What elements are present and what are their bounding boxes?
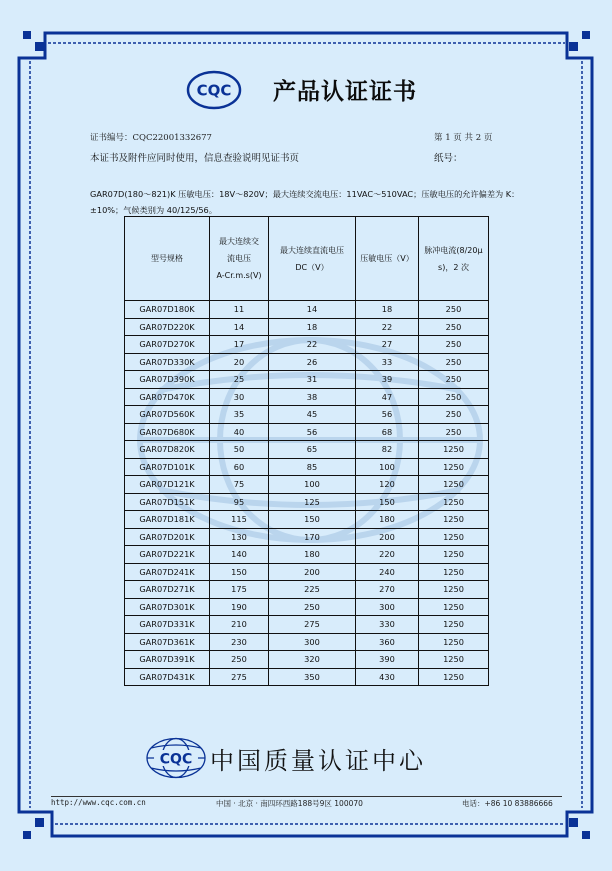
cell-model: GAR07D820K [125,441,210,459]
cell-model: GAR07D180K [125,301,210,319]
corner-square [35,818,44,827]
cell-dc-voltage: 200 [269,563,356,581]
corner-square [23,831,31,839]
cell-model: GAR07D271K [125,581,210,599]
cell-ac-voltage: 210 [210,616,269,634]
cell-dc-voltage: 125 [269,493,356,511]
paper-number-label: 纸号： [434,153,463,164]
address: 中国 · 北京 · 南四环西路188号9区 100070 [216,799,363,808]
cell-ac-voltage: 14 [210,318,269,336]
cell-model: GAR07D301K [125,598,210,616]
cell-model: GAR07D361K [125,633,210,651]
cell-dc-voltage: 300 [269,633,356,651]
cell-model: GAR07D560K [125,406,210,424]
table-row [125,476,489,494]
cell-pulse-current: 1250 [419,563,489,581]
page-info: 第 1 页 共 2 页 [434,133,493,143]
cell-model: GAR07D331K [125,616,210,634]
cell-pulse-current: 250 [419,301,489,319]
table-row [125,388,489,406]
corner-square [569,818,578,827]
corner-square [569,42,578,51]
cell-varistor-voltage: 180 [356,511,419,529]
cell-dc-voltage: 22 [269,336,356,354]
cell-pulse-current: 250 [419,353,489,371]
cell-pulse-current: 1250 [419,616,489,634]
cell-varistor-voltage: 330 [356,616,419,634]
header-line: 最大连续交 [219,237,259,246]
cell-ac-voltage: 250 [210,651,269,669]
cell-model: GAR07D391K [125,651,210,669]
cell-pulse-current: 1250 [419,651,489,669]
table-row [125,406,489,424]
cell-dc-voltage: 275 [269,616,356,634]
cell-model: GAR07D330K [125,353,210,371]
table-row [125,528,489,546]
cell-ac-voltage: 25 [210,371,269,389]
cell-ac-voltage: 95 [210,493,269,511]
header-line: 型号规格 [151,254,183,263]
cell-varistor-voltage: 33 [356,353,419,371]
cell-model: GAR07D390K [125,371,210,389]
header-line: 压敏电压（V） [360,254,414,263]
cell-dc-voltage: 350 [269,668,356,686]
table-row [125,581,489,599]
cell-pulse-current: 250 [419,423,489,441]
corner-square [582,831,590,839]
cell-varistor-voltage: 390 [356,651,419,669]
cell-ac-voltage: 175 [210,581,269,599]
cell-model: GAR07D181K [125,511,210,529]
cqc-globe-logo [145,737,207,779]
table-row [125,441,489,459]
cell-dc-voltage: 250 [269,598,356,616]
table-row [125,458,489,476]
cell-model: GAR07D221K [125,546,210,564]
cell-varistor-voltage: 270 [356,581,419,599]
cqc-logo-text: CQC [196,81,232,100]
cell-dc-voltage: 320 [269,651,356,669]
table-row [125,423,489,441]
cell-model: GAR07D101K [125,458,210,476]
cell-ac-voltage: 20 [210,353,269,371]
cell-ac-voltage: 190 [210,598,269,616]
cell-ac-voltage: 150 [210,563,269,581]
cell-pulse-current: 250 [419,336,489,354]
cell-ac-voltage: 17 [210,336,269,354]
cell-model: GAR07D431K [125,668,210,686]
cell-dc-voltage: 31 [269,371,356,389]
cell-varistor-voltage: 430 [356,668,419,686]
cell-ac-voltage: 40 [210,423,269,441]
cell-model: GAR07D201K [125,528,210,546]
table-row [125,371,489,389]
spec-table-body [125,301,489,686]
cell-ac-voltage: 130 [210,528,269,546]
cell-model: GAR07D151K [125,493,210,511]
cell-pulse-current: 250 [419,318,489,336]
table-row [125,301,489,319]
cqc-logo [186,70,242,110]
cell-model: GAR07D470K [125,388,210,406]
cell-dc-voltage: 18 [269,318,356,336]
cell-dc-voltage: 180 [269,546,356,564]
cell-pulse-current: 250 [419,388,489,406]
table-row [125,563,489,581]
table-header-row [125,217,489,301]
cell-model: GAR07D680K [125,423,210,441]
cell-dc-voltage: 85 [269,458,356,476]
cell-pulse-current: 1250 [419,458,489,476]
cell-pulse-current: 1250 [419,546,489,564]
cell-varistor-voltage: 47 [356,388,419,406]
cell-pulse-current: 1250 [419,441,489,459]
cell-pulse-current: 1250 [419,598,489,616]
table-row [125,493,489,511]
phone-number: 电话：+86 10 83886666 [462,799,553,808]
header-max-dc-voltage [269,217,356,301]
usage-notice: 本证书及附件应同时使用，信息查验说明见证书页 [90,153,300,164]
spec-table [124,216,489,686]
cell-pulse-current: 1250 [419,476,489,494]
cell-model: GAR07D270K [125,336,210,354]
cell-pulse-current: 1250 [419,581,489,599]
cell-varistor-voltage: 22 [356,318,419,336]
table-row [125,511,489,529]
cell-ac-voltage: 230 [210,633,269,651]
cell-varistor-voltage: 360 [356,633,419,651]
header-line: DC（V） [295,262,329,272]
cell-dc-voltage: 170 [269,528,356,546]
product-description: GAR07D(180～821)K 压敏电压：18V～820V；最大连续交流电压：11VAC～510VAC；压敏电压的允许偏差为 K：±10%；气候类别为 40/125/56。 [90,189,520,215]
cell-varistor-voltage: 82 [356,441,419,459]
cell-ac-voltage: 60 [210,458,269,476]
cell-varistor-voltage: 18 [356,301,419,319]
cell-ac-voltage: 35 [210,406,269,424]
cell-varistor-voltage: 100 [356,458,419,476]
cell-dc-voltage: 150 [269,511,356,529]
cell-ac-voltage: 50 [210,441,269,459]
table-row [125,633,489,651]
cell-dc-voltage: 65 [269,441,356,459]
header-model [125,217,210,301]
header-line: 流电压 [227,254,251,263]
cell-dc-voltage: 45 [269,406,356,424]
cell-ac-voltage: 140 [210,546,269,564]
cell-pulse-current: 250 [419,371,489,389]
cell-ac-voltage: 30 [210,388,269,406]
cell-pulse-current: 250 [419,406,489,424]
cell-varistor-voltage: 39 [356,371,419,389]
cell-varistor-voltage: 220 [356,546,419,564]
table-row [125,546,489,564]
table-row [125,598,489,616]
cell-pulse-current: 1250 [419,511,489,529]
footer-divider [51,796,562,797]
table-row [125,318,489,336]
header-max-ac-voltage [210,217,269,301]
corner-square [582,31,590,39]
cell-varistor-voltage: 56 [356,406,419,424]
cell-dc-voltage: 38 [269,388,356,406]
certificate-title: 产品认证证书 [273,79,417,105]
cell-pulse-current: 1250 [419,633,489,651]
cell-dc-voltage: 26 [269,353,356,371]
cell-model: GAR07D241K [125,563,210,581]
table-row [125,668,489,686]
cell-varistor-voltage: 27 [356,336,419,354]
table-row [125,616,489,634]
cell-varistor-voltage: 120 [356,476,419,494]
cell-varistor-voltage: 150 [356,493,419,511]
cell-model: GAR07D220K [125,318,210,336]
header-line: 最大连续直流电压 [280,245,344,255]
certificate-number: 证书编号：CQC22001332677 [90,133,212,143]
header-pulse-current [419,217,489,301]
table-row [125,651,489,669]
cell-varistor-voltage: 300 [356,598,419,616]
cell-model: GAR07D121K [125,476,210,494]
cell-dc-voltage: 14 [269,301,356,319]
cell-dc-voltage: 225 [269,581,356,599]
cell-pulse-current: 1250 [419,493,489,511]
cell-ac-voltage: 11 [210,301,269,319]
organization-name: 中国质量认证中心 [210,747,426,775]
cell-varistor-voltage: 240 [356,563,419,581]
cell-ac-voltage: 275 [210,668,269,686]
cell-pulse-current: 1250 [419,528,489,546]
table-row [125,353,489,371]
cell-dc-voltage: 56 [269,423,356,441]
cell-dc-voltage: 100 [269,476,356,494]
header-varistor-voltage [356,217,419,301]
cell-ac-voltage: 115 [210,511,269,529]
website-link[interactable]: http://www.cqc.com.cn [51,798,146,807]
header-line: A-Cr.m.s(V) [216,271,262,280]
cell-varistor-voltage: 200 [356,528,419,546]
cell-ac-voltage: 75 [210,476,269,494]
corner-square [35,42,44,51]
header-line: 脉冲电流(8/20μ [424,245,483,255]
cell-varistor-voltage: 68 [356,423,419,441]
cell-pulse-current: 1250 [419,668,489,686]
table-row [125,336,489,354]
footer-logo-text: CQC [159,751,193,768]
corner-square [23,31,31,39]
header-line: s)，2 次 [438,262,469,272]
